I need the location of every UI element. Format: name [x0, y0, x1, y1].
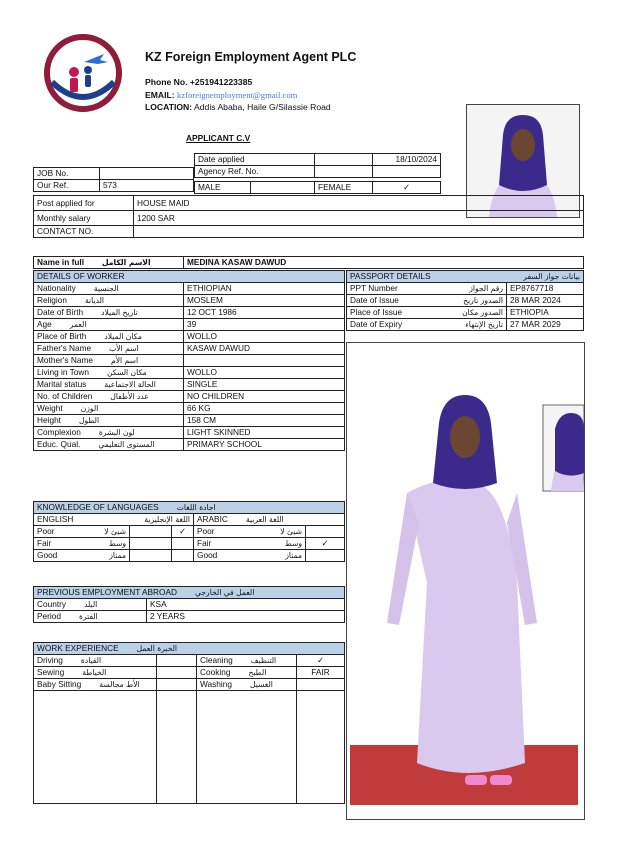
female-check: ✓ — [373, 182, 441, 194]
work-skill-left-label: Driving — [37, 655, 63, 665]
phone-value: +251941223385 — [189, 77, 253, 87]
worker-field-label-ar: لون البشرة — [98, 428, 135, 437]
arabic-label-ar: اللغة العربية — [245, 515, 284, 524]
work-row — [34, 667, 345, 679]
worker-value: 158 CM — [184, 415, 345, 427]
worker-field — [34, 295, 184, 307]
work-blank — [34, 691, 157, 804]
worker-value: 39 — [184, 319, 345, 331]
language-row — [34, 538, 345, 550]
worker-field-label-ar: العمر — [69, 320, 87, 329]
arabic-level-check — [306, 526, 345, 538]
passport-field — [347, 307, 507, 319]
worker-row — [34, 307, 345, 319]
passport-field — [347, 319, 507, 331]
work-skill-right-label-ar: الطبخ — [248, 668, 267, 677]
post-table — [33, 195, 584, 238]
worker-field-label-ar: اسم الأم — [111, 356, 139, 365]
worker-row — [34, 331, 345, 343]
passport-row — [347, 319, 584, 331]
company-logo — [44, 34, 122, 112]
languages-header: KNOWLEDGE OF LANGUAGES — [37, 502, 159, 512]
work-skill-left-label-ar: الأط مجالسة — [99, 680, 140, 689]
worker-field-label: Date of Birth — [37, 307, 84, 317]
work-row — [34, 679, 345, 691]
contact-label: CONTACT NO. — [34, 226, 134, 238]
worker-field-label: Religion — [37, 295, 67, 305]
passport-field-label-ar: رقم الجواز — [469, 284, 503, 293]
employment-table — [33, 586, 345, 623]
worker-field-label: Height — [37, 415, 61, 425]
english-level-blank — [130, 538, 172, 550]
work-skill-left-label-ar: القيادة — [80, 656, 102, 665]
work-header-ar: الخبرة العمل — [136, 644, 178, 653]
date-applied-value: 18/10/2024 — [373, 154, 441, 166]
english-cell — [34, 514, 194, 526]
work-header-cell — [34, 643, 345, 655]
languages-table — [33, 501, 345, 562]
worker-row — [34, 283, 345, 295]
english-level-check — [172, 538, 194, 550]
worker-field-label-ar: الجنسية — [93, 284, 119, 293]
employment-field-label: Period — [37, 611, 61, 621]
worker-value: SINGLE — [184, 379, 345, 391]
email-link[interactable]: kzforeignemployment@gmail.com — [177, 90, 298, 100]
worker-row — [34, 355, 345, 367]
top-info-table — [194, 153, 441, 178]
work-row — [34, 655, 345, 667]
passport-row — [347, 307, 584, 319]
passport-field-label: Place of Issue — [350, 307, 403, 317]
worker-row — [34, 367, 345, 379]
employment-field — [34, 599, 147, 611]
english-level-blank — [130, 526, 172, 538]
our-ref-value: 573 — [100, 180, 194, 192]
languages-header-ar: اجادة اللغات — [176, 503, 216, 512]
worker-field — [34, 319, 184, 331]
worker-value: LIGHT SKINNED — [184, 427, 345, 439]
passport-field-label-ar: الصدور مكان — [462, 308, 503, 317]
passport-field-label: Date of Expiry — [350, 319, 403, 329]
name-table — [33, 256, 584, 269]
employment-header-ar: العمل في الخارجي — [195, 588, 255, 597]
worker-field-label-ar: الحالة الاجتماعية — [104, 380, 156, 389]
work-skill-right — [197, 655, 297, 667]
employment-field-label: Country — [37, 599, 67, 609]
worker-row — [34, 415, 345, 427]
work-skill-left — [34, 679, 157, 691]
employment-value: 2 YEARS — [147, 611, 345, 623]
agency-ref-value — [373, 166, 441, 178]
work-blank — [297, 691, 345, 804]
passport-header: PASSPORT DETAILS — [350, 271, 431, 281]
english-level-label-ar: وسط — [108, 539, 126, 548]
date-applied-label: Date applied — [195, 154, 315, 166]
passport-field — [347, 283, 507, 295]
name-value: MEDINA KASAW DAWUD — [184, 257, 584, 269]
worker-value: NO CHILDREN — [184, 391, 345, 403]
male-label: MALE — [195, 182, 251, 194]
worker-value: KASAW DAWUD — [184, 343, 345, 355]
worker-field — [34, 427, 184, 439]
english-level-label: Good — [37, 550, 58, 560]
worker-value: 12 OCT 1986 — [184, 307, 345, 319]
work-skill-left-value — [157, 679, 197, 691]
gender-table — [194, 181, 441, 194]
passport-header-ar: بيانات جواز السفر — [523, 272, 581, 281]
worker-row — [34, 319, 345, 331]
worker-row — [34, 427, 345, 439]
employment-header-cell — [34, 587, 345, 599]
location-line — [145, 102, 331, 112]
worker-field — [34, 343, 184, 355]
worker-field — [34, 331, 184, 343]
english-level — [34, 526, 130, 538]
passport-field-label: Date of Issue — [350, 295, 399, 305]
location-value: Addis Ababa, Haile G/Silassie Road — [194, 102, 331, 112]
english-level-blank — [130, 550, 172, 562]
language-row — [34, 550, 345, 562]
english-level — [34, 550, 130, 562]
arabic-level-label: Fair — [197, 538, 212, 548]
arabic-level-label-ar: ممتاز — [285, 551, 302, 560]
worker-field — [34, 439, 184, 451]
passport-details-table — [346, 270, 584, 331]
blank-cell — [315, 166, 373, 178]
work-skill-left-label-ar: الخياطة — [82, 668, 107, 677]
employment-value: KSA — [147, 599, 345, 611]
work-skill-left-value — [157, 667, 197, 679]
work-skill-right-value — [297, 679, 345, 691]
arabic-level — [194, 550, 306, 562]
job-no-label: JOB No. — [34, 168, 100, 180]
employment-row — [34, 599, 345, 611]
arabic-level-label-ar: شيئ لا — [280, 527, 302, 536]
worker-row — [34, 403, 345, 415]
worker-row — [34, 379, 345, 391]
passport-field-label-ar: الصدور تاريخ — [463, 296, 503, 305]
language-row — [34, 526, 345, 538]
worker-row — [34, 439, 345, 451]
work-skill-right-label: Cleaning — [200, 655, 233, 665]
blank-cell — [315, 154, 373, 166]
worker-field-label: Father's Name — [37, 343, 92, 353]
location-label: LOCATION: — [145, 102, 193, 112]
english-level-check: ✓ — [172, 526, 194, 538]
post-label: Post applied for — [34, 196, 134, 211]
worker-field-label: Marital status — [37, 379, 87, 389]
male-check — [251, 182, 315, 194]
worker-value: WOLLO — [184, 331, 345, 343]
worker-value: WOLLO — [184, 367, 345, 379]
passport-field-label-ar: تاريخ الإنتهاء — [465, 320, 503, 329]
work-blank — [197, 691, 297, 804]
work-skill-left-value — [157, 655, 197, 667]
employment-header: PREVIOUS EMPLOYMENT ABROAD — [37, 587, 178, 597]
english-label: ENGLISH — [37, 514, 74, 524]
passport-header-cell — [347, 271, 584, 283]
worker-field-label: Living in Town — [37, 367, 89, 377]
passport-value: EP8767718 — [507, 283, 584, 295]
work-header: WORK EXPERIENCE — [37, 643, 119, 653]
worker-field-label: Nationality — [37, 283, 76, 293]
worker-field-label-ar: تاريخ الميلاد — [101, 308, 138, 317]
work-skill-left-label: Baby Sitting — [37, 679, 82, 689]
work-skill-left-label: Sewing — [37, 667, 65, 677]
arabic-level-label: Good — [197, 550, 218, 560]
worker-field-label: Mother's Name — [37, 355, 93, 365]
name-label: Name in full — [37, 257, 85, 267]
arabic-cell — [194, 514, 345, 526]
passport-field — [347, 295, 507, 307]
worker-header: DETAILS OF WORKER — [34, 271, 345, 283]
worker-field-label: No. of Children — [37, 391, 93, 401]
work-skill-right — [197, 667, 297, 679]
worker-row — [34, 391, 345, 403]
contact-value — [134, 226, 584, 238]
worker-field — [34, 391, 184, 403]
arabic-level-check: ✓ — [306, 538, 345, 550]
employment-field-label-ar: الفترة — [78, 612, 98, 621]
worker-field-label-ar: الطول — [78, 416, 100, 425]
worker-field-label: Weight — [37, 403, 63, 413]
female-label: FEMALE — [315, 182, 373, 194]
document-title: APPLICANT C.V — [186, 133, 251, 143]
worker-details-table — [33, 270, 345, 451]
full-body-photo — [346, 342, 585, 820]
employment-field-label-ar: البلد — [84, 600, 98, 609]
work-skill-right-label: Cooking — [200, 667, 231, 677]
worker-field-label: Educ. Qual. — [37, 439, 81, 449]
employment-row — [34, 611, 345, 623]
name-label-ar: الاسم الكامل — [102, 258, 151, 267]
salary-value: 1200 SAR — [134, 211, 584, 226]
job-no-value — [100, 168, 194, 180]
phone-line — [145, 77, 252, 87]
languages-header-cell — [34, 502, 345, 514]
english-level-label: Poor — [37, 526, 55, 536]
work-skill-left — [34, 655, 157, 667]
arabic-label: ARABIC — [197, 514, 228, 524]
passport-row — [347, 295, 584, 307]
worker-row — [34, 295, 345, 307]
worker-field-label-ar: المستوى التعليمي — [98, 440, 155, 449]
english-level-label-ar: شيئ لا — [104, 527, 126, 536]
passport-value: 28 MAR 2024 — [507, 295, 584, 307]
job-ref-table — [33, 167, 194, 192]
worker-field-label-ar: اسم الأب — [109, 344, 139, 353]
email-label: EMAIL: — [145, 90, 175, 100]
worker-field — [34, 283, 184, 295]
work-skill-left — [34, 667, 157, 679]
worker-field — [34, 415, 184, 427]
worker-value: MOSLEM — [184, 295, 345, 307]
worker-value — [184, 355, 345, 367]
arabic-level-check — [306, 550, 345, 562]
worker-field — [34, 403, 184, 415]
worker-field-label-ar: مكان الميلاد — [104, 332, 142, 341]
our-ref-label: Our Ref. — [34, 180, 100, 192]
worker-field-label-ar: عدد الأطفال — [110, 392, 149, 401]
english-level-label: Fair — [37, 538, 52, 548]
work-skill-right-label-ar: الغسيل — [249, 680, 273, 689]
work-skill-right-value: FAIR — [297, 667, 345, 679]
worker-field-label-ar: مكان السكن — [106, 368, 147, 377]
worker-value: ETHIOPIAN — [184, 283, 345, 295]
worker-value: 66 KG — [184, 403, 345, 415]
salary-label: Monthly salary — [34, 211, 134, 226]
worker-value: PRIMARY SCHOOL — [184, 439, 345, 451]
arabic-level-label-ar: وسط — [284, 539, 302, 548]
employment-field — [34, 611, 147, 623]
english-level-check — [172, 550, 194, 562]
english-level-label-ar: ممتاز — [109, 551, 126, 560]
work-skill-right-label-ar: التنظيف — [250, 656, 277, 665]
worker-field — [34, 307, 184, 319]
arabic-level — [194, 526, 306, 538]
worker-field-label-ar: الديانة — [84, 296, 105, 305]
passport-row — [347, 283, 584, 295]
english-label-ar: اللغة الإنجليزية — [144, 515, 190, 524]
arabic-level-label: Poor — [197, 526, 215, 536]
worker-field — [34, 367, 184, 379]
email-line — [145, 90, 297, 100]
work-skill-right — [197, 679, 297, 691]
post-value: HOUSE MAID — [134, 196, 584, 211]
worker-field — [34, 355, 184, 367]
company-name: KZ Foreign Employment Agent PLC — [145, 50, 357, 64]
agency-ref-label: Agency Ref. No. — [195, 166, 315, 178]
worker-field-label-ar: الوزن — [80, 404, 99, 413]
work-skill-right-value: ✓ — [297, 655, 345, 667]
english-level — [34, 538, 130, 550]
worker-row — [34, 343, 345, 355]
passport-value: 27 MAR 2029 — [507, 319, 584, 331]
phone-label: Phone No. — [145, 77, 188, 87]
passport-value: ETHIOPIA — [507, 307, 584, 319]
name-label-cell — [34, 257, 184, 269]
worker-field-label: Age — [37, 319, 52, 329]
work-blank — [157, 691, 197, 804]
arabic-level — [194, 538, 306, 550]
work-experience-table — [33, 642, 345, 804]
worker-field-label: Complexion — [37, 427, 81, 437]
passport-field-label: PPT Number — [350, 283, 398, 293]
work-skill-right-label: Washing — [200, 679, 232, 689]
worker-field — [34, 379, 184, 391]
worker-field-label: Place of Birth — [37, 331, 87, 341]
